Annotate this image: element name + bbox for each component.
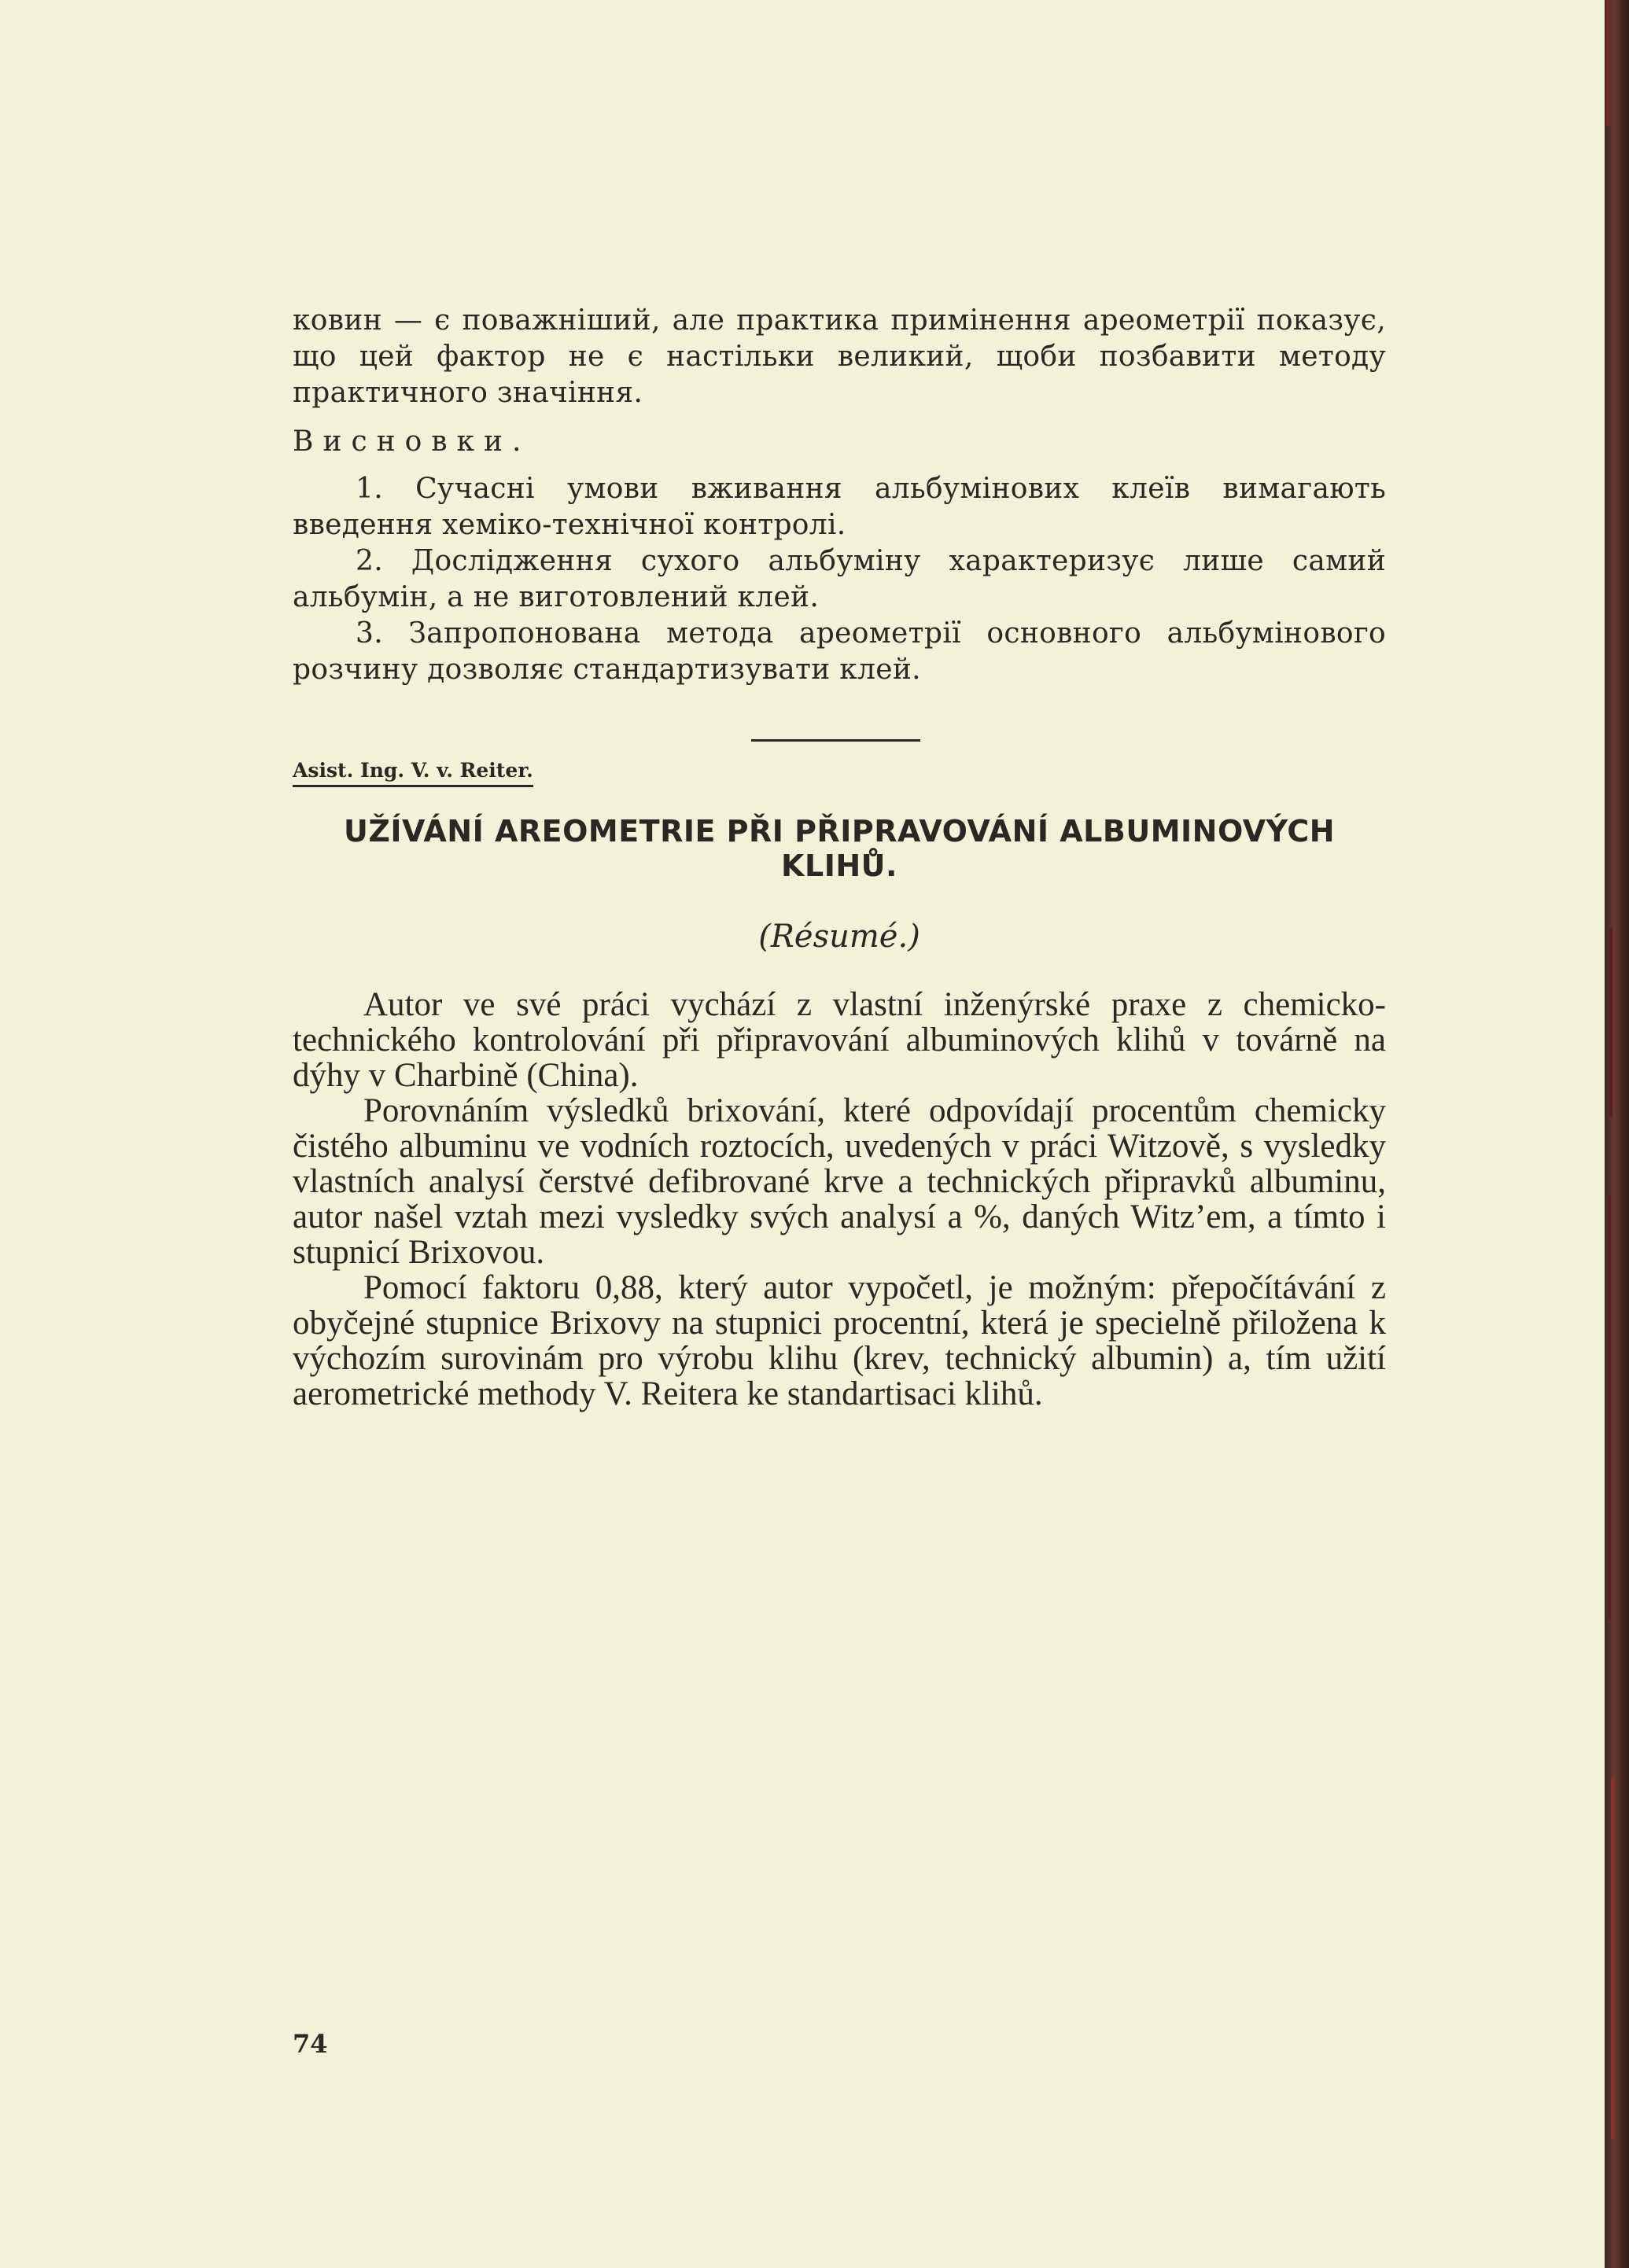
resume-paragraph-1: Autor ve své práci vychází z vlastní inženýrské praxe z chemicko-technického kontrolování při připravování albuminových klihů v továrně na dýhy v Charbině (China). [293, 986, 1386, 1094]
ukrainian-section [293, 303, 1386, 688]
book-spine-edge [1605, 0, 1629, 2268]
conclusion-item-1: 1. Сучасні умови вживання альбумінових клеїв вимагають введення хеміко-технічної контролі. [293, 473, 1386, 541]
edge-mark-bottom [1611, 1777, 1614, 2139]
page-number: 74 [293, 2029, 328, 2059]
resume-paragraph-3: Pomocí faktoru 0,88, který autor vypočetl, je možným: přepočítávání z obyčejné stupnice Brixovy na stupnici procentní, která je specielně přiložena k výchozím surovinám pro výrobu klihu (krev, technický albumin) a, tím užití aerometrické methody V. Reitera ke standartisaci klihů. [293, 1269, 1386, 1412]
czech-resume-body [293, 987, 1386, 1412]
article-author: Asist. Ing. V. v. Reiter. [293, 759, 533, 787]
edge-mark-top [1606, 0, 1609, 126]
conclusion-item-2: 2. Дослідження сухого альбуміну характеризує лише самий альбумін, а не виготовлений клей. [293, 545, 1386, 613]
conclusions-heading: Висновки. [293, 425, 531, 458]
resume-paragraph-2: Porovnáním výsledků brixování, které odpovídají procentům chemicky čistého albuminu ve vodních roztocích, uvedených v práci Witzově, s vysledky vlastních analysí čerstvé defibrované krve a technických připravků albuminu, autor našel vztah mezi vysledky svých analysí a %, daných Witz’em, a tímto i stupnicí Brixovou. [293, 1092, 1386, 1271]
edge-mark-lower [1608, 1195, 1611, 1620]
conclusion-item-3: 3. Запропонована метода ареометрії основного альбумінового розчину дозволяє стандартизувати клей. [293, 617, 1386, 686]
article-title: UŽÍVÁNÍ AREOMETRIE PŘI PŘIPRAVOVÁNÍ ALBUMINOVÝCH KLIHŮ. [343, 814, 1336, 883]
edge-mark-middle [1609, 928, 1612, 1117]
resume-label: (Résumé.) [758, 919, 920, 955]
section-divider [751, 739, 920, 742]
ukrainian-intro-paragraph: ковин — є поважніший, але практика примінення ареометрії показує, що цей фактор не є настільки великий, щоби позбавити методу практичного значіння. [293, 304, 1386, 409]
